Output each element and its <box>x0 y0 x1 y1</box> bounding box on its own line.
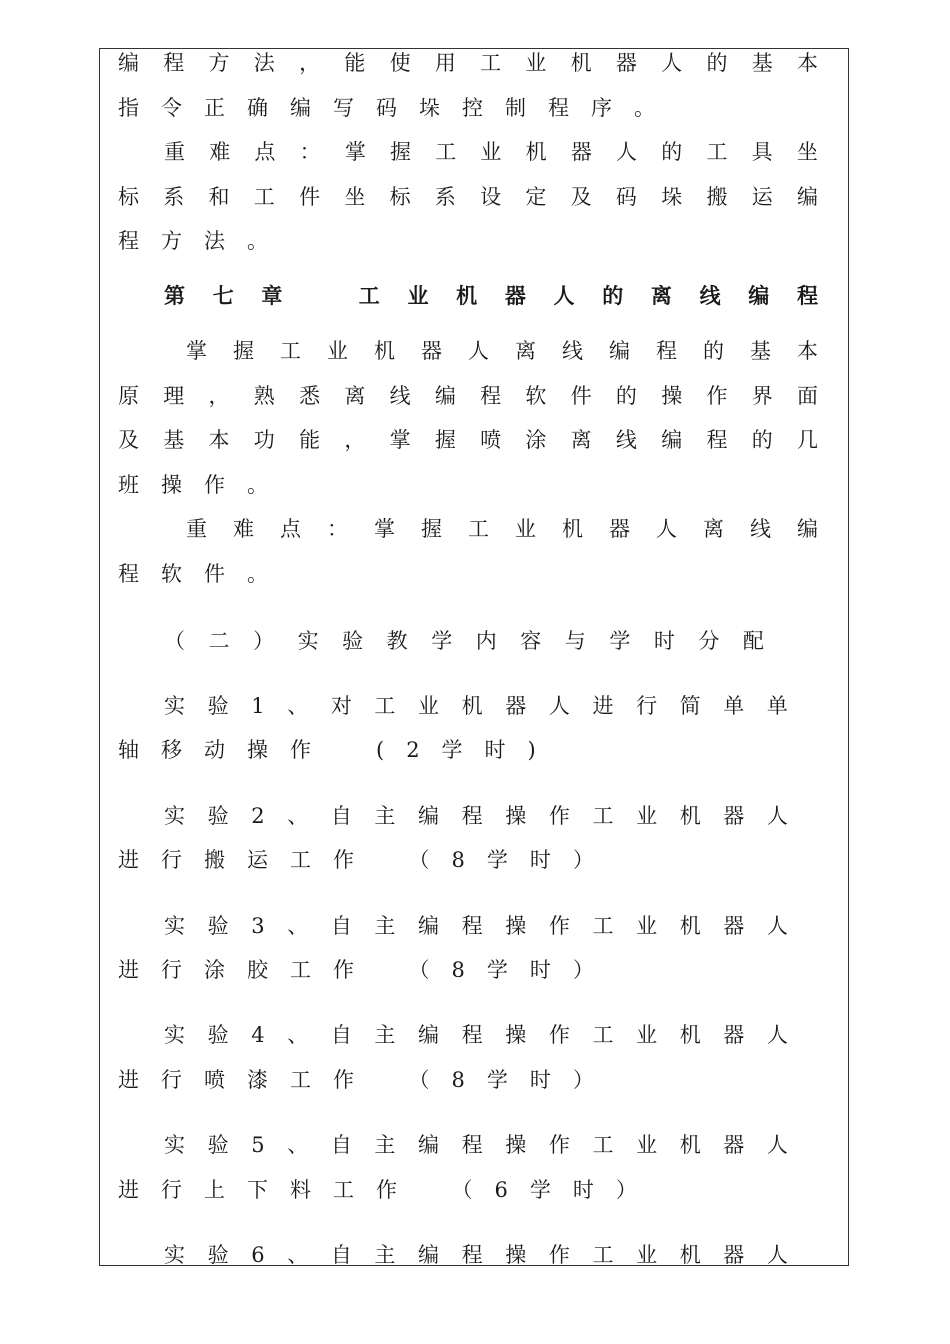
text-line: 班操作。 <box>118 473 290 497</box>
text-line: 轴移动操作 (2学时) <box>118 738 558 762</box>
text-line: 实 验 2 、 自 主 编 程 操 作 工 业 机 器 人 <box>164 804 788 828</box>
text-line: 进行上下料工作 （6学时） <box>118 1178 659 1202</box>
chapter-heading: 第 七 章 工 业 机 器 人 的 离 线 编 程 <box>164 283 818 308</box>
text-line: 实 验 5 、 自 主 编 程 操 作 工 业 机 器 人 <box>164 1133 788 1157</box>
text-line: 标 系 和 工 件 坐 标 系 设 定 及 码 垛 搬 运 编 <box>118 185 818 209</box>
text-line: 进行搬运工作 （8学时） <box>118 848 616 872</box>
text-line: 及 基 本 功 能 ， 掌 握 喷 涂 离 线 编 程 的 几 <box>118 428 818 452</box>
text-line: 实 验 6 、 自 主 编 程 操 作 工 业 机 器 人 <box>164 1243 788 1266</box>
text-line: 实 验 1 、 对 工 业 机 器 人 进 行 简 单 单 <box>164 694 788 718</box>
text-line: 程方法。 <box>118 229 290 253</box>
text-line: 进行涂胶工作 （8学时） <box>118 958 616 982</box>
text-line: 程软件。 <box>118 562 290 586</box>
text-line: 实 验 3 、 自 主 编 程 操 作 工 业 机 器 人 <box>164 914 788 938</box>
text-line: 重 难 点 ： 掌 握 工 业 机 器 人 离 线 编 <box>186 517 818 541</box>
text-line: 编 程 方 法 ， 能 使 用 工 业 机 器 人 的 基 本 <box>118 51 818 75</box>
text-line: 重 难 点 ： 掌 握 工 业 机 器 人 的 工 具 坐 <box>164 140 818 164</box>
section-heading: （ 二 ） 实 验 教 学 内 容 与 学 时 分 配 <box>164 629 764 653</box>
text-line: 掌 握 工 业 机 器 人 离 线 编 程 的 基 本 <box>186 339 818 363</box>
text-line: 实 验 4 、 自 主 编 程 操 作 工 业 机 器 人 <box>164 1023 788 1047</box>
text-line: 指令正确编写码垛控制程序。 <box>118 96 677 120</box>
document-frame <box>99 48 849 1266</box>
text-line: 进行喷漆工作 （8学时） <box>118 1068 616 1092</box>
text-line: 原 理 ， 熟 悉 离 线 编 程 软 件 的 操 作 界 面 <box>118 384 818 408</box>
